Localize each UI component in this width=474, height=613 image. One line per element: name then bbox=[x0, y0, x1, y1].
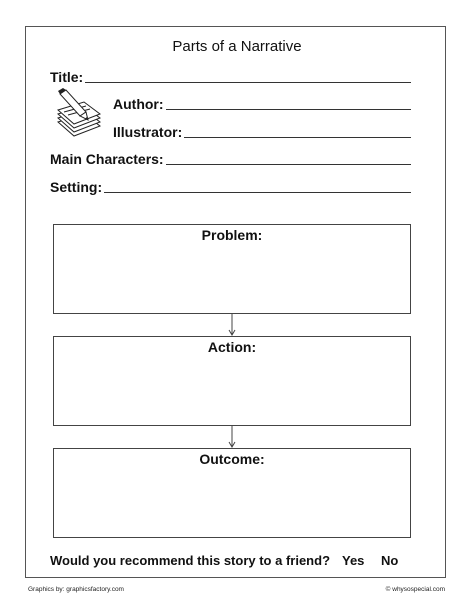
illustrator-label: Illustrator: bbox=[113, 124, 183, 140]
action-label: Action: bbox=[207, 339, 257, 355]
title-label: Title: bbox=[50, 69, 84, 85]
setting-field[interactable] bbox=[50, 179, 411, 195]
setting-label: Setting: bbox=[50, 179, 103, 195]
outcome-label: Outcome: bbox=[199, 451, 265, 467]
copyright-notice: © whysospecial.com bbox=[385, 586, 445, 593]
problem-box[interactable] bbox=[53, 224, 411, 314]
main-characters-line[interactable] bbox=[166, 163, 411, 165]
author-line[interactable] bbox=[166, 108, 411, 110]
setting-line[interactable] bbox=[104, 191, 411, 193]
outcome-box[interactable] bbox=[53, 448, 411, 538]
recommend-question: Would you recommend this story to a friend? bbox=[50, 553, 331, 568]
worksheet-title: Parts of a Narrative bbox=[172, 38, 302, 55]
author-field[interactable] bbox=[113, 96, 411, 112]
main-characters-label: Main Characters: bbox=[50, 151, 164, 167]
title-line[interactable] bbox=[85, 81, 411, 83]
title-field[interactable] bbox=[50, 69, 411, 85]
pencil-and-paper-stack-icon bbox=[50, 88, 106, 140]
yes-option[interactable]: Yes bbox=[342, 553, 365, 568]
author-label: Author: bbox=[113, 96, 164, 112]
main-characters-field[interactable] bbox=[50, 151, 411, 167]
problem-label: Problem: bbox=[201, 227, 263, 243]
down-arrow-icon bbox=[227, 314, 237, 336]
no-option[interactable]: No bbox=[381, 553, 399, 568]
down-arrow-icon bbox=[227, 426, 237, 448]
illustrator-line[interactable] bbox=[184, 136, 411, 138]
graphics-credit: Graphics by: graphicsfactory.com bbox=[28, 586, 124, 593]
illustrator-field[interactable] bbox=[113, 124, 411, 140]
action-box[interactable] bbox=[53, 336, 411, 426]
